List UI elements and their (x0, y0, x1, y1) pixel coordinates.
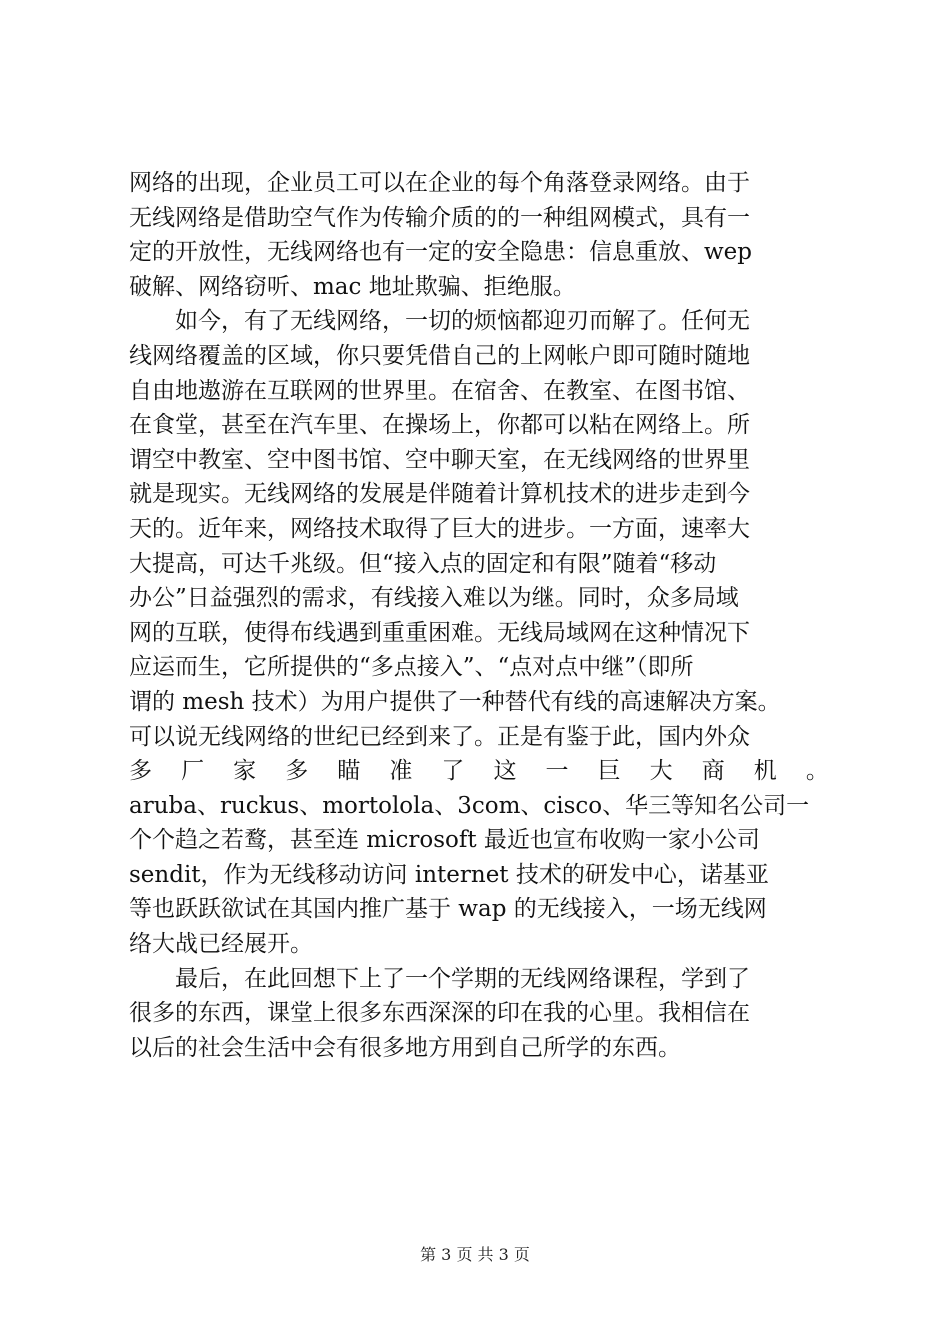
text-glyph: 商 (701, 758, 725, 785)
text-line: 无线网络是借助空气作为传输介质的的一种组网模式，具有一 (129, 204, 750, 231)
text-line: 在食堂，甚至在汽车里、在操场上，你都可以粘在网络上。所 (129, 412, 750, 439)
text-glyph: 。 (805, 758, 829, 785)
text-glyph: 准 (389, 758, 413, 785)
text-line: sendit，作为无线移动访问 internet 技术的研发中心，诺基亚 (129, 861, 769, 888)
text-line: 就是现实。无线网络的发展是伴随着计算机技术的进步走到今 (129, 481, 750, 508)
text-glyph: 多 (129, 758, 152, 785)
text-line: 办公”日益强烈的需求，有线接入难以为继。同时，众多局域 (129, 585, 739, 612)
text-line: 谓的 mesh 技术）为用户提供了一种替代有线的高速解决方案。 (129, 688, 781, 715)
text-glyph: 一 (545, 758, 569, 785)
text-line: 络大战已经展开。 (129, 931, 313, 958)
text-glyph: 家 (233, 758, 257, 785)
text-line: 天的。近年来，网络技术取得了巨大的进步。一方面，速率大 (129, 515, 750, 542)
text-glyph: 机 (753, 758, 777, 785)
text-line: 谓空中教室、空中图书馆、空中聊天室，在无线网络的世界里 (129, 446, 750, 473)
text-line: 很多的东西，课堂上很多东西深深的印在我的心里。我相信在 (129, 1000, 750, 1027)
text-glyph: 了 (441, 758, 465, 785)
text-line: 可以说无线网络的世纪已经到来了。正是有鉴于此，国内外众 (129, 723, 750, 750)
text-line: 等也跃跃欲试在其国内推广基于 wap 的无线接入，一场无线网 (129, 896, 767, 923)
text-glyph: 多 (285, 758, 309, 785)
text-glyph: 大 (649, 758, 673, 785)
text-line: 最后，在此回想下上了一个学期的无线网络课程，学到了 (129, 965, 750, 992)
text-line: 以后的社会生活中会有很多地方用到自己所学的东西。 (129, 1034, 681, 1061)
text-glyph: 瞄 (337, 758, 361, 785)
text-line: 破解、网络窃听、mac 地址欺骗、拒绝服。 (129, 273, 576, 300)
text-glyph: 这 (493, 758, 517, 785)
text-line: 定的开放性，无线网络也有一定的安全隐患：信息重放、wep (129, 239, 753, 266)
text-glyph: 厂 (181, 758, 205, 785)
text-glyph: 巨 (597, 758, 621, 785)
text-line: 网的互联，使得布线遇到重重困难。无线局域网在这种情况下 (129, 619, 750, 646)
text-line: 个个趋之若鹜，甚至连 microsoft 最近也宣布收购一家小公司 (129, 827, 760, 854)
text-line: 自由地遨游在互联网的世界里。在宿舍、在教室、在图书馆、 (129, 377, 750, 404)
text-line: 如今，有了无线网络，一切的烦恼都迎刃而解了。任何无 (129, 308, 750, 335)
text-line: aruba、ruckus、mortolola、3com、cisco、华三等知名公司一 (129, 792, 810, 819)
text-line: 线网络覆盖的区域，你只要凭借自己的上网帐户即可随时随地 (129, 342, 750, 369)
text-line: 应运而生，它所提供的“多点接入”、“点对点中继”（即所 (129, 654, 694, 681)
text-line: 大提高，可达千兆级。但“接入点的固定和有限”随着“移动 (129, 550, 717, 577)
text-line: 网络的出现，企业员工可以在企业的每个角落登录网络。由于 (129, 170, 750, 196)
text-line-justified (129, 754, 829, 789)
document-body (129, 166, 829, 1065)
page-number-footer: 第 3 页 共 3 页 (420, 1245, 530, 1264)
